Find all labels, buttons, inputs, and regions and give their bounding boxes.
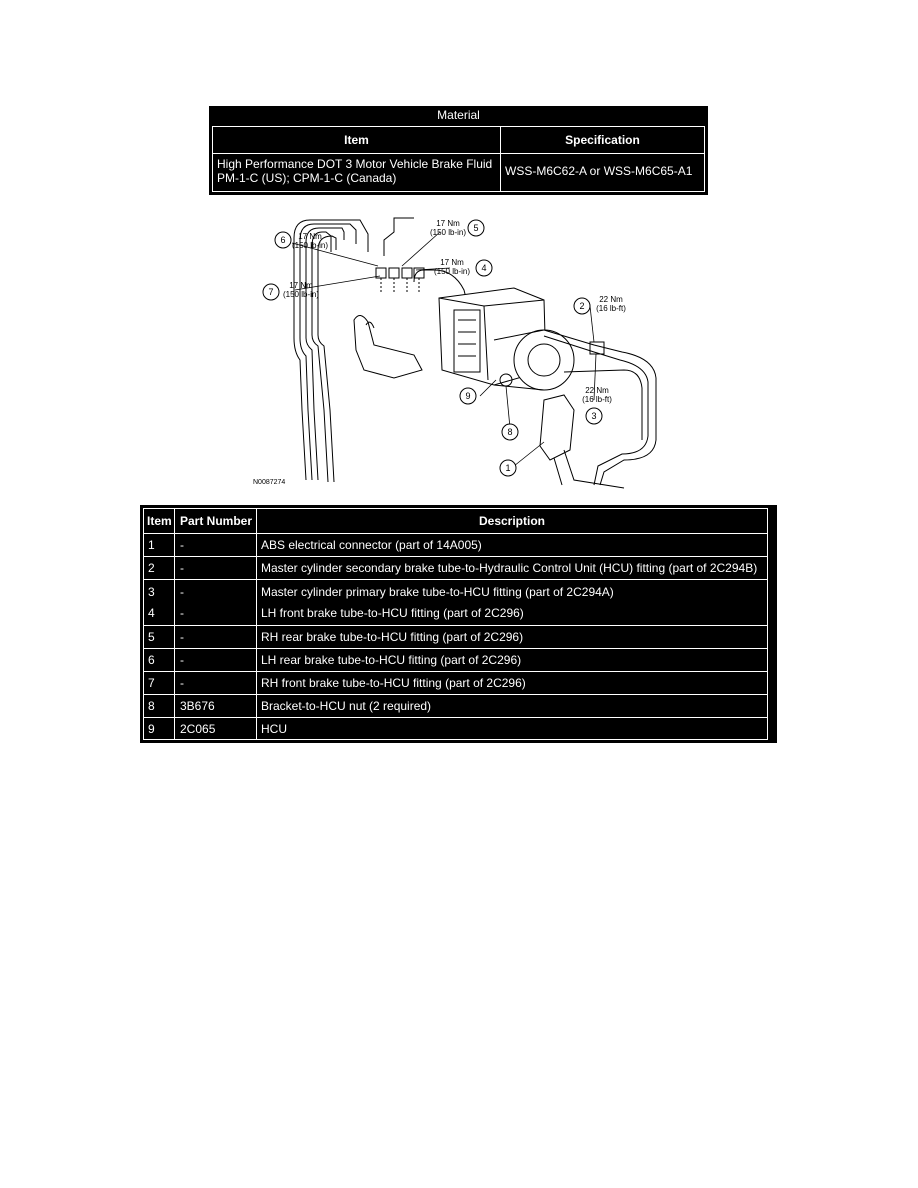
material-table <box>209 106 708 195</box>
callout-number-8: 8 <box>507 427 513 437</box>
tube-fitting <box>590 342 604 354</box>
row-3-item: 3 <box>148 585 155 599</box>
hcu-diagram <box>244 210 674 490</box>
torque-3-imp: (16 lb-ft) <box>582 395 612 404</box>
row-divider <box>144 556 767 557</box>
callout-number-7: 7 <box>268 287 274 297</box>
row-4-part: - <box>180 606 184 620</box>
row-5-item: 5 <box>148 630 155 644</box>
row-6-item: 6 <box>148 653 155 667</box>
row-2-part: - <box>180 561 184 575</box>
abs-connector <box>540 395 574 460</box>
material-table-caption: Material <box>437 108 480 122</box>
callout-number-5: 5 <box>473 223 479 233</box>
row-divider <box>144 533 767 534</box>
row-2-item: 2 <box>148 561 155 575</box>
column-divider <box>174 509 175 739</box>
brake-tube <box>300 224 356 480</box>
brake-tube <box>312 232 331 482</box>
brake-tube <box>384 218 414 256</box>
header-item: Item <box>147 514 172 528</box>
row-7-desc: RH front brake tube-to-HCU fitting (part of 2C296) <box>261 676 526 690</box>
torque-6-imp: (150 lb-in) <box>291 241 329 250</box>
row-8-desc: Bracket-to-HCU nut (2 required) <box>261 699 432 713</box>
row-divider <box>144 717 767 718</box>
torque-7-nm: 17 Nm <box>289 281 313 290</box>
callout-number-4: 4 <box>481 263 487 273</box>
parts-table-body <box>143 508 768 740</box>
pump-motor <box>514 330 574 390</box>
callout-number-2: 2 <box>579 301 585 311</box>
row-5-desc: RH rear brake tube-to-HCU fitting (part of 2C296) <box>261 630 524 644</box>
row-2-desc: Master cylinder secondary brake tube-to-Hydraulic Control Unit (HCU) fitting (part of 2C294B) <box>261 561 758 575</box>
torque-5-nm: 17 Nm <box>436 219 460 228</box>
row-1-item: 1 <box>148 538 155 552</box>
header-item: Item <box>344 133 369 147</box>
row-7-part: - <box>180 676 184 690</box>
torque-4-imp: (150 lb-in) <box>433 267 471 276</box>
row-4-desc: LH front brake tube-to-HCU fitting (part of 2C296) <box>261 606 524 620</box>
material-item-line1: High Performance DOT 3 Motor Vehicle Brake Fluid <box>217 157 493 171</box>
row-4-item: 4 <box>148 606 155 620</box>
torque-2-imp: (16 lb-ft) <box>596 304 626 313</box>
tube-fitting <box>402 268 412 278</box>
row-1-part: - <box>180 538 184 552</box>
torque-6-nm: 17 Nm <box>298 232 322 241</box>
figure-id: N0087274 <box>253 479 286 486</box>
row-divider <box>144 625 767 626</box>
row-divider <box>213 153 704 154</box>
row-8-part: 3B676 <box>180 699 215 713</box>
header-part-number: Part Number <box>180 514 253 528</box>
parts-table <box>140 505 777 743</box>
row-divider <box>144 648 767 649</box>
row-7-item: 7 <box>148 676 155 690</box>
tube-fitting <box>389 268 399 278</box>
column-divider <box>256 509 257 739</box>
row-6-desc: LH rear brake tube-to-HCU fitting (part of 2C296) <box>261 653 522 667</box>
row-9-desc: HCU <box>261 722 287 736</box>
material-specification: WSS-M6C62-A or WSS-M6C65-A1 <box>505 164 693 178</box>
callout-number-6: 6 <box>280 235 286 245</box>
row-divider <box>144 579 767 580</box>
row-1-desc: ABS electrical connector (part of 14A005) <box>261 538 482 552</box>
row-divider <box>144 671 767 672</box>
material-table-body <box>212 126 705 192</box>
torque-5-imp: (150 lb-in) <box>429 228 467 237</box>
header-description: Description <box>478 514 545 528</box>
brake-tube <box>318 236 336 482</box>
callout-number-1: 1 <box>505 463 511 473</box>
torque-4-nm: 17 Nm <box>440 258 464 267</box>
torque-7-imp: (150 lb-in) <box>282 290 320 299</box>
row-9-part: 2C065 <box>180 722 216 736</box>
header-specification: Specification <box>565 133 640 147</box>
callout-number-3: 3 <box>591 411 597 421</box>
torque-2-nm: 22 Nm <box>599 295 623 304</box>
brake-tube <box>291 220 368 480</box>
row-3-desc: Master cylinder primary brake tube-to-HCU fitting (part of 2C294A) <box>261 585 614 599</box>
material-item-line2: PM-1-C (US); CPM-1-C (Canada) <box>217 171 397 185</box>
mounting-bracket <box>354 315 422 378</box>
row-3-part: - <box>180 585 184 599</box>
row-8-item: 8 <box>148 699 155 713</box>
row-6-part: - <box>180 653 184 667</box>
torque-3-nm: 22 Nm <box>585 386 609 395</box>
callout-number-9: 9 <box>465 391 471 401</box>
row-5-part: - <box>180 630 184 644</box>
row-divider <box>144 694 767 695</box>
row-9-item: 9 <box>148 722 155 736</box>
